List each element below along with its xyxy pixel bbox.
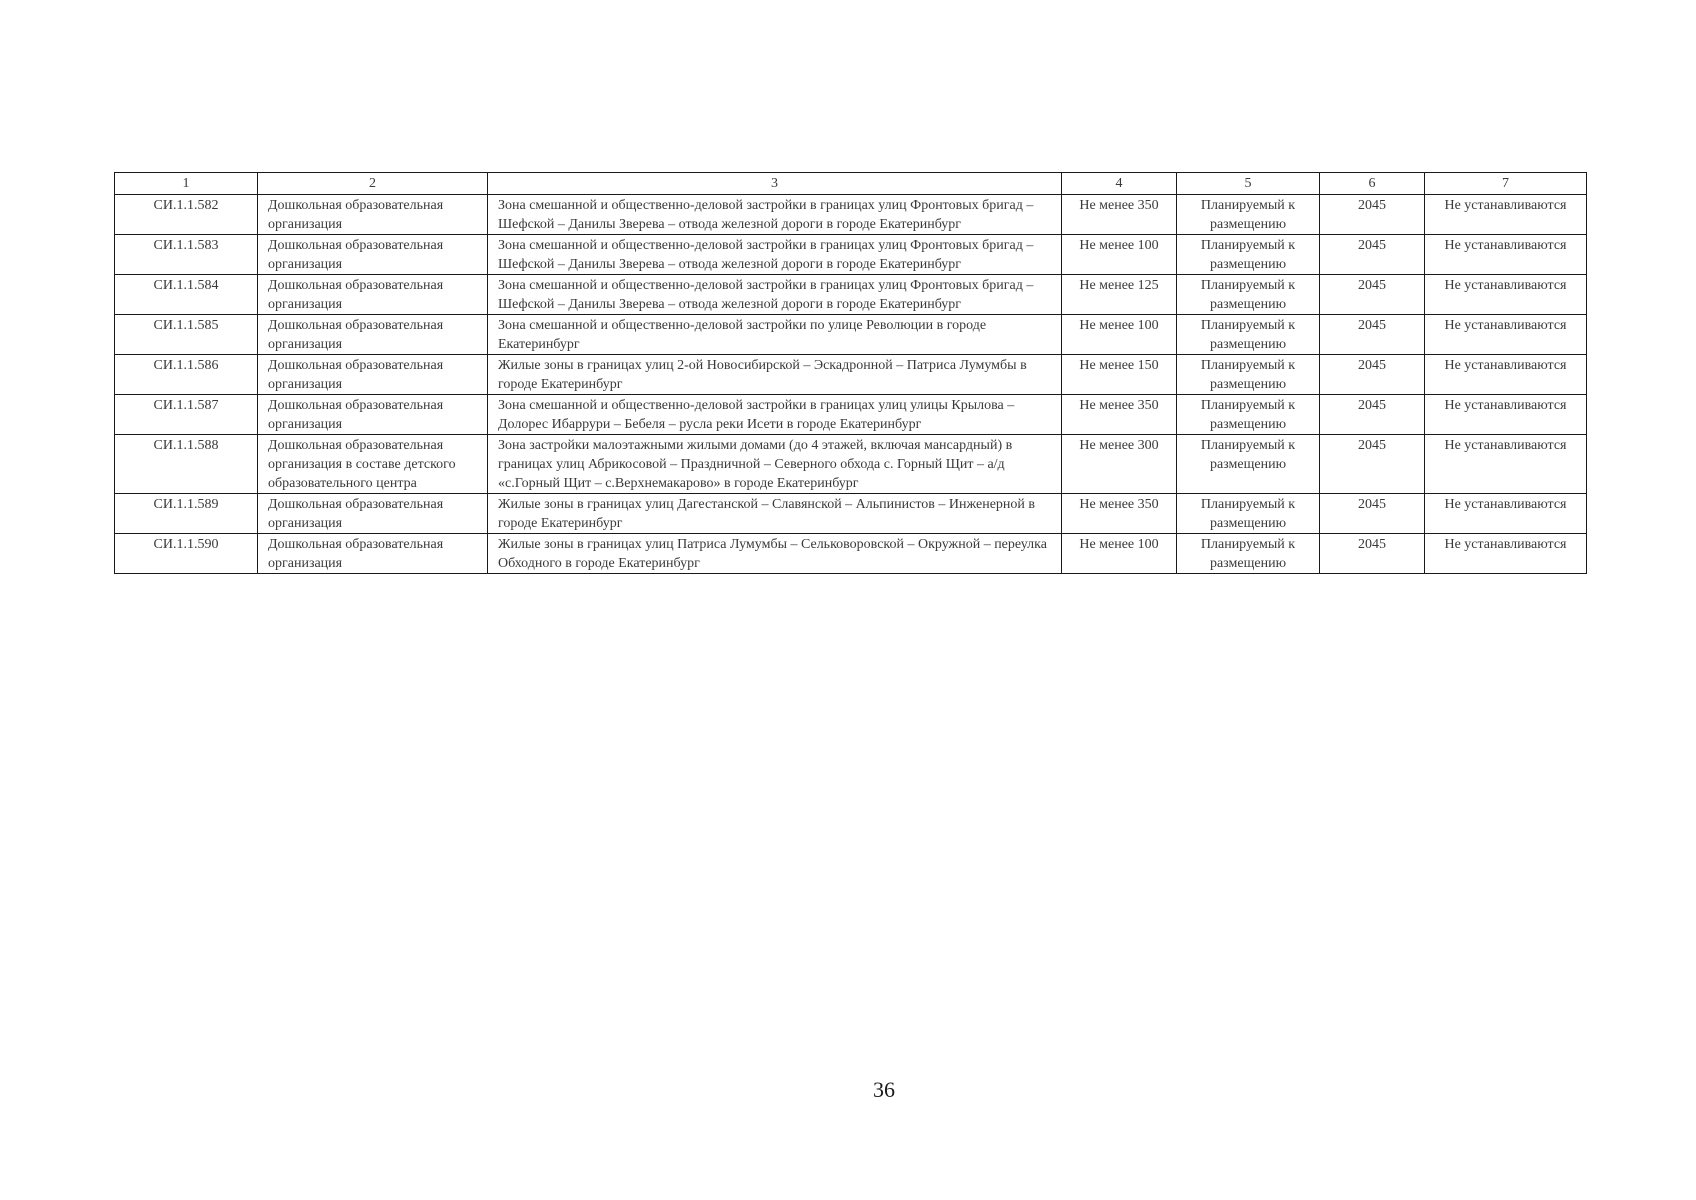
column-header-6: 6 <box>1320 173 1425 195</box>
object-location: Зона смешанной и общественно-деловой застройки в границах улиц Фронтовых бригад – Шефской – Данилы Зверева – отвода железной дороги в городе Екатеринбург <box>488 235 1062 275</box>
object-capacity: Не менее 350 <box>1062 395 1177 435</box>
object-status: Планируемый к размещению <box>1177 395 1320 435</box>
object-location: Зона смешанной и общественно-деловой застройки в границах улиц улицы Крылова – Долорес Ибаррури – Бебеля – русла реки Исети в городе Екатеринбург <box>488 395 1062 435</box>
object-code: СИ.1.1.587 <box>115 395 258 435</box>
object-year: 2045 <box>1320 494 1425 534</box>
object-capacity: Не менее 100 <box>1062 534 1177 574</box>
object-status: Планируемый к размещению <box>1177 195 1320 235</box>
object-zones: Не устанавливаются <box>1425 435 1587 494</box>
table-row <box>115 395 1587 435</box>
object-code: СИ.1.1.585 <box>115 315 258 355</box>
object-code: СИ.1.1.586 <box>115 355 258 395</box>
table-row <box>115 435 1587 494</box>
object-zones: Не устанавливаются <box>1425 235 1587 275</box>
object-location: Зона застройки малоэтажными жилыми домами (до 4 этажей, включая мансардный) в границах улиц Абрикосовой – Праздничной – Северного обхода с. Горный Щит – а/д «с.Горный Щит – с.Верхнемакарово» в городе Екатеринбург <box>488 435 1062 494</box>
object-location: Жилые зоны в границах улиц 2-ой Новосибирской – Эскадронной – Патриса Лумумбы в городе Екатеринбург <box>488 355 1062 395</box>
table-row <box>115 355 1587 395</box>
table-row <box>115 195 1587 235</box>
object-status: Планируемый к размещению <box>1177 534 1320 574</box>
object-status: Планируемый к размещению <box>1177 275 1320 315</box>
header-row <box>115 173 1587 195</box>
object-zones: Не устанавливаются <box>1425 355 1587 395</box>
object-name: Дошкольная образовательная организация в составе детского образовательного центра <box>258 435 488 494</box>
object-zones: Не устанавливаются <box>1425 195 1587 235</box>
object-name: Дошкольная образовательная организация <box>258 534 488 574</box>
object-location: Зона смешанной и общественно-деловой застройки в границах улиц Фронтовых бригад – Шефской – Данилы Зверева – отвода железной дороги в городе Екатеринбург <box>488 275 1062 315</box>
object-status: Планируемый к размещению <box>1177 355 1320 395</box>
table-row <box>115 494 1587 534</box>
object-name: Дошкольная образовательная организация <box>258 275 488 315</box>
object-status: Планируемый к размещению <box>1177 435 1320 494</box>
object-year: 2045 <box>1320 315 1425 355</box>
objects-table <box>114 172 1587 574</box>
object-capacity: Не менее 350 <box>1062 494 1177 534</box>
object-zones: Не устанавливаются <box>1425 395 1587 435</box>
object-code: СИ.1.1.590 <box>115 534 258 574</box>
table-row <box>115 315 1587 355</box>
object-name: Дошкольная образовательная организация <box>258 235 488 275</box>
column-header-5: 5 <box>1177 173 1320 195</box>
object-name: Дошкольная образовательная организация <box>258 315 488 355</box>
object-zones: Не устанавливаются <box>1425 534 1587 574</box>
object-location: Зона смешанной и общественно-деловой застройки в границах улиц Фронтовых бригад – Шефской – Данилы Зверева – отвода железной дороги в городе Екатеринбург <box>488 195 1062 235</box>
object-zones: Не устанавливаются <box>1425 315 1587 355</box>
object-status: Планируемый к размещению <box>1177 235 1320 275</box>
table-row <box>115 275 1587 315</box>
object-capacity: Не менее 100 <box>1062 315 1177 355</box>
object-capacity: Не менее 100 <box>1062 235 1177 275</box>
object-location: Жилые зоны в границах улиц Патриса Лумумбы – Сельковоровской – Окружной – переулка Обходного в городе Екатеринбург <box>488 534 1062 574</box>
object-year: 2045 <box>1320 195 1425 235</box>
column-header-4: 4 <box>1062 173 1177 195</box>
column-header-3: 3 <box>488 173 1062 195</box>
object-code: СИ.1.1.582 <box>115 195 258 235</box>
table-row <box>115 235 1587 275</box>
object-year: 2045 <box>1320 534 1425 574</box>
column-header-2: 2 <box>258 173 488 195</box>
object-code: СИ.1.1.588 <box>115 435 258 494</box>
object-capacity: Не менее 300 <box>1062 435 1177 494</box>
page-number: 36 <box>873 1077 895 1102</box>
object-capacity: Не менее 350 <box>1062 195 1177 235</box>
table-row <box>115 534 1587 574</box>
object-year: 2045 <box>1320 275 1425 315</box>
object-name: Дошкольная образовательная организация <box>258 494 488 534</box>
object-year: 2045 <box>1320 355 1425 395</box>
object-code: СИ.1.1.589 <box>115 494 258 534</box>
object-location: Зона смешанной и общественно-деловой застройки по улице Революции в городе Екатеринбург <box>488 315 1062 355</box>
object-status: Планируемый к размещению <box>1177 315 1320 355</box>
object-name: Дошкольная образовательная организация <box>258 195 488 235</box>
object-year: 2045 <box>1320 235 1425 275</box>
column-header-7: 7 <box>1425 173 1587 195</box>
object-name: Дошкольная образовательная организация <box>258 395 488 435</box>
object-code: СИ.1.1.584 <box>115 275 258 315</box>
object-capacity: Не менее 150 <box>1062 355 1177 395</box>
object-zones: Не устанавливаются <box>1425 275 1587 315</box>
object-year: 2045 <box>1320 395 1425 435</box>
object-name: Дошкольная образовательная организация <box>258 355 488 395</box>
object-status: Планируемый к размещению <box>1177 494 1320 534</box>
object-location: Жилые зоны в границах улиц Дагестанской – Славянской – Альпинистов – Инженерной в городе Екатеринбург <box>488 494 1062 534</box>
object-year: 2045 <box>1320 435 1425 494</box>
object-code: СИ.1.1.583 <box>115 235 258 275</box>
object-capacity: Не менее 125 <box>1062 275 1177 315</box>
object-zones: Не устанавливаются <box>1425 494 1587 534</box>
column-header-1: 1 <box>115 173 258 195</box>
